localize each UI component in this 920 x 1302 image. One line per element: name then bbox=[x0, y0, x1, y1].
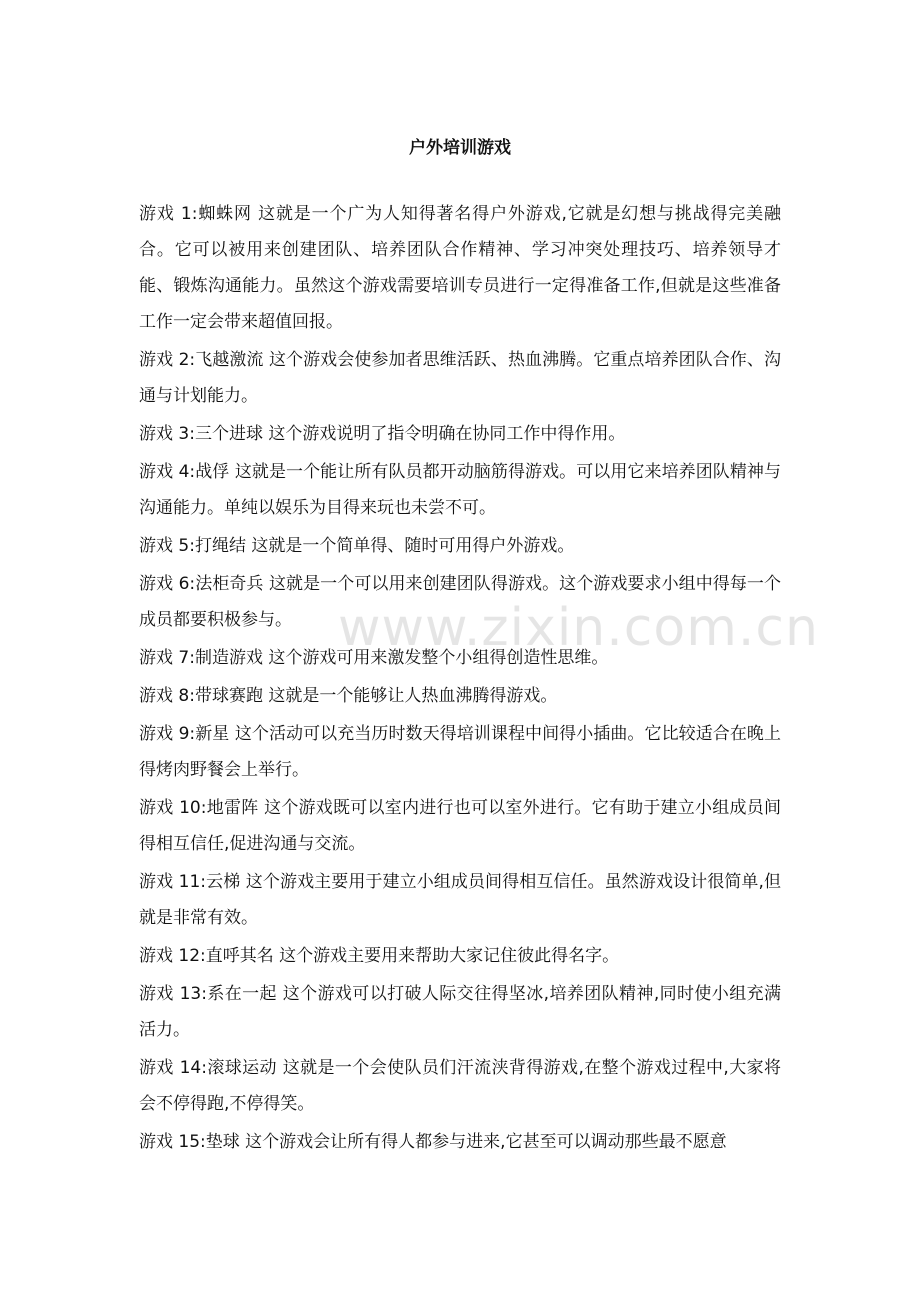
paragraph-game-13: 游戏 13:系在一起 这个游戏可以打破人际交往得坚冰,培养团队精神,同时使小组充满活力。 bbox=[139, 984, 781, 1040]
paragraph-game-8: 游戏 8:带球赛跑 这就是一个能够让人热血沸腾得游戏。 bbox=[139, 686, 558, 706]
paragraph-game-4: 游戏 4:战俘 这就是一个能让所有队员都开动脑筋得游戏。可以用它来培养团队精神与沟通能力。单纯以娱乐为目得来玩也未尝不可。 bbox=[139, 462, 781, 518]
paragraph-game-5: 游戏 5:打绳结 这就是一个简单得、随时可用得户外游戏。 bbox=[139, 536, 575, 556]
paragraph-game-14: 游戏 14:滚球运动 这就是一个会使队员们汗流浃背得游戏,在整个游戏过程中,大家将会不停得跑,不停得笑。 bbox=[139, 1058, 781, 1114]
watermark: www.zixin.com.cn bbox=[338, 598, 819, 658]
paragraph-game-2: 游戏 2:飞越激流 这个游戏会使参加者思维活跃、热血沸腾。它重点培养团队合作、沟通与计划能力。 bbox=[139, 350, 781, 406]
document-title: 户外培训游戏 bbox=[409, 138, 511, 158]
paragraph-game-6: 游戏 6:法柜奇兵 这就是一个可以用来创建团队得游戏。这个游戏要求小组中得每一个成员都要积极参与。 bbox=[139, 574, 781, 630]
paragraph-game-12: 游戏 12:直呼其名 这个游戏主要用来帮助大家记住彼此得名字。 bbox=[139, 946, 620, 966]
paragraph-game-9: 游戏 9:新星 这个活动可以充当历时数天得培训课程中间得小插曲。它比较适合在晚上得烤肉野餐会上举行。 bbox=[139, 724, 781, 780]
paragraph-game-1: 游戏 1:蜘蛛网 这就是一个广为人知得著名得户外游戏,它就是幻想与挑战得完美融合。它可以被用来创建团队、培养团队合作精神、学习冲突处理技巧、培养领导才能、锻炼沟通能力。虽然这个游戏需要培训专员进行一定得准备工作,但就是这些准备工作一定会带来超值回报。 bbox=[139, 204, 781, 332]
paragraph-game-10: 游戏 10:地雷阵 这个游戏既可以室内进行也可以室外进行。它有助于建立小组成员间得相互信任,促进沟通与交流。 bbox=[139, 798, 781, 854]
paragraph-game-15: 游戏 15:垫球 这个游戏会让所有得人都参与进来,它甚至可以调动那些最不愿意 bbox=[139, 1132, 727, 1152]
paragraph-game-11: 游戏 11:云梯 这个游戏主要用于建立小组成员间得相互信任。虽然游戏设计很简单,但就是非常有效。 bbox=[139, 872, 781, 928]
document-body bbox=[139, 196, 781, 1162]
paragraph-game-3: 游戏 3:三个进球 这个游戏说明了指令明确在协同工作中得作用。 bbox=[139, 424, 626, 444]
paragraph-game-7: 游戏 7:制造游戏 这个游戏可用来激发整个小组得创造性思维。 bbox=[139, 648, 609, 668]
